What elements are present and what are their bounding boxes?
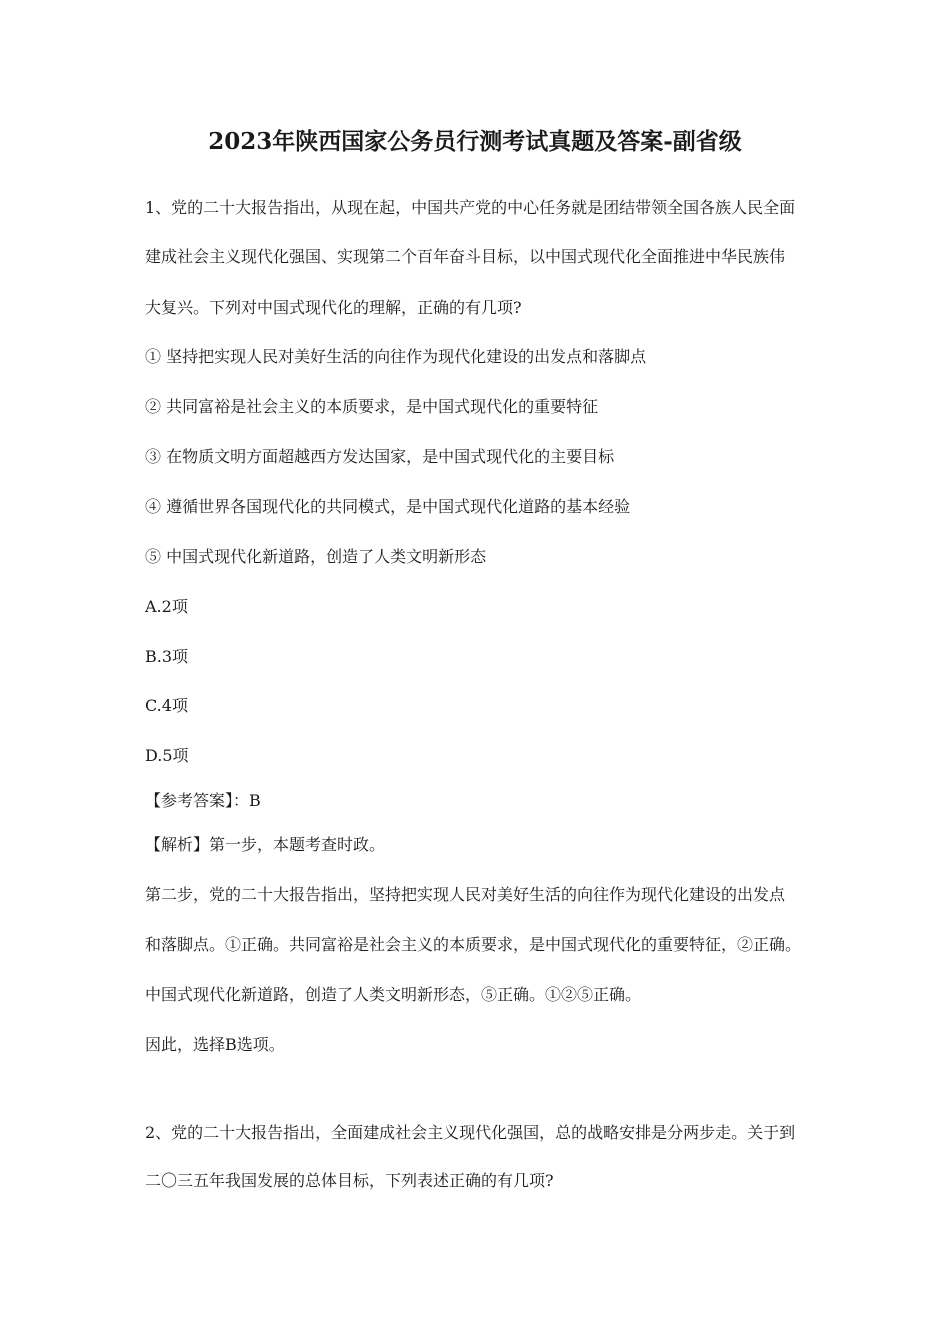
q1-statement-4: ④ 遵循世界各国现代化的共同模式，是中国式现代化道路的基本经验 <box>145 497 631 516</box>
q2-stem-line-1: 2、党的二十大报告指出，全面建成社会主义现代化强国，总的战略安排是分两步走。关于到 <box>145 1123 796 1142</box>
q1-analysis-line-5: 因此，选择B选项。 <box>145 1035 285 1054</box>
q1-option-b: B.3项 <box>145 647 189 666</box>
q1-statement-3: ③ 在物质文明方面超越西方发达国家，是中国式现代化的主要目标 <box>145 447 615 466</box>
q1-analysis-line-1: 【解析】第一步，本题考查时政。 <box>145 835 386 854</box>
q1-option-a: A.2项 <box>145 597 188 616</box>
q1-statement-5: ⑤ 中国式现代化新道路，创造了人类文明新形态 <box>145 547 487 566</box>
q1-option-d: D.5项 <box>145 746 189 765</box>
q1-statement-1: ① 坚持把实现人民对美好生活的向往作为现代化建设的出发点和落脚点 <box>145 347 647 366</box>
q1-analysis-line-2: 第二步，党的二十大报告指出，坚持把实现人民对美好生活的向往作为现代化建设的出发点 <box>145 885 786 904</box>
q1-option-c: C.4项 <box>145 696 188 715</box>
q1-answer: 【参考答案】：B <box>145 791 261 810</box>
q1-analysis-line-3: 和落脚点。①正确。共同富裕是社会主义的本质要求，是中国式现代化的重要特征，②正确。 <box>145 935 802 954</box>
q1-stem-line-2: 建成社会主义现代化强国、实现第二个百年奋斗目标，以中国式现代化全面推进中华民族伟 <box>145 247 786 266</box>
q1-analysis-line-4: 中国式现代化新道路，创造了人类文明新形态，⑤正确。①②⑤正确。 <box>145 985 642 1004</box>
q1-stem-line-1: 1、党的二十大报告指出，从现在起，中国共产党的中心任务就是团结带领全国各族人民全面 <box>145 198 796 217</box>
q1-statement-2: ② 共同富裕是社会主义的本质要求，是中国式现代化的重要特征 <box>145 397 599 416</box>
q2-stem-line-2: 二〇三五年我国发展的总体目标，下列表述正确的有几项? <box>145 1171 554 1190</box>
q1-stem-line-3: 大复兴。下列对中国式现代化的理解，正确的有几项? <box>145 298 522 317</box>
document-title: 2023年陕西国家公务员行测考试真题及答案-副省级 <box>208 128 742 155</box>
